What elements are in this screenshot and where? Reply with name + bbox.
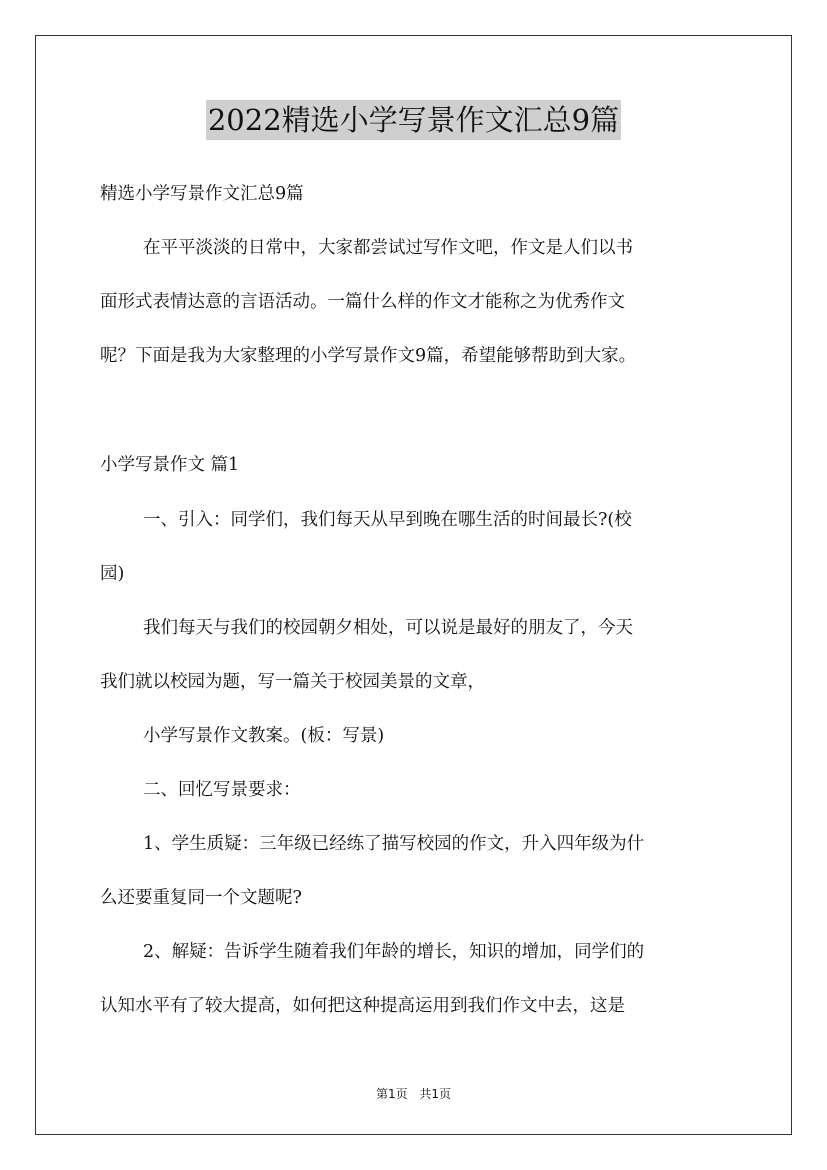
- body-line-5: 小学写景作文教案。(板：写景): [143, 726, 385, 746]
- body-line-1: 一、引入：同学们，我们每天从早到晚在哪生活的时间最长?(校: [143, 510, 632, 530]
- body-line-4: 我们就以校园为题，写一篇关于校园美景的文章，: [100, 672, 485, 692]
- document-subtitle: 精选小学写景作文汇总9篇: [100, 184, 304, 204]
- body-line-6: 二、回忆写景要求：: [143, 780, 301, 800]
- title-container: [0, 100, 827, 140]
- body-line-10: 认知水平有了较大提高，如何把这种提高运用到我们作文中去，这是: [100, 996, 625, 1016]
- intro-line-2: 面形式表情达意的言语活动。一篇什么样的作文才能称之为优秀作文: [100, 292, 625, 312]
- section-heading: 小学写景作文 篇1: [100, 455, 240, 475]
- document-title: 2022精选小学写景作文汇总9篇: [206, 100, 621, 140]
- body-line-2: 园): [100, 564, 125, 584]
- body-line-7: 1、学生质疑：三年级已经练了描写校园的作文，升入四年级为什: [143, 834, 645, 854]
- body-line-3: 我们每天与我们的校园朝夕相处，可以说是最好的朋友了，今天: [143, 618, 633, 638]
- intro-line-3: 呢？下面是我为大家整理的小学写景作文9篇，希望能够帮助到大家。: [100, 346, 637, 366]
- page-footer: [0, 1085, 827, 1102]
- body-line-8: 么还要重复同一个文题呢?: [100, 888, 302, 908]
- page-total: 共1页: [419, 1087, 452, 1101]
- intro-line-1: 在平平淡淡的日常中，大家都尝试过写作文吧，作文是人们以书: [143, 238, 633, 258]
- body-line-9: 2、解疑：告诉学生随着我们年龄的增长，知识的增加，同学们的: [143, 942, 645, 962]
- page-number: 第1页: [375, 1087, 408, 1101]
